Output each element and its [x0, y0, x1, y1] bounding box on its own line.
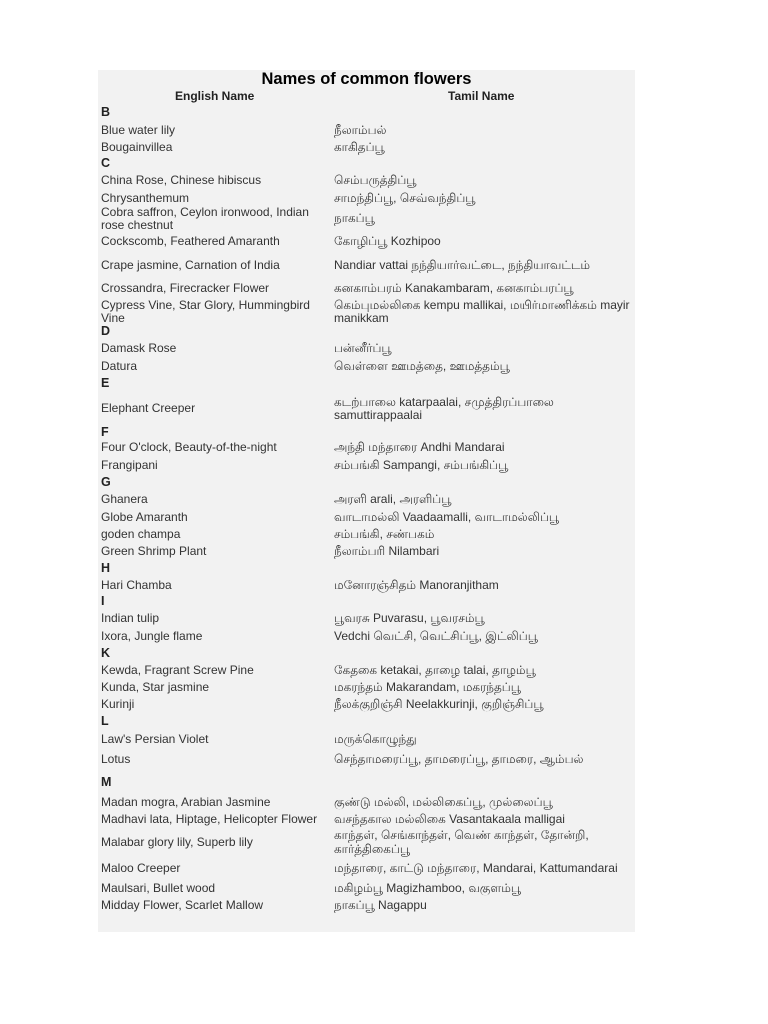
table-row: [98, 543, 635, 560]
section-letter: [98, 104, 635, 122]
table-row: [98, 139, 635, 156]
tamil-name-cell: வசந்தகால மல்லிகை Vasantakaala malligai: [334, 811, 565, 826]
tamil-name-cell: நீலாம்பரி Nilambari: [334, 543, 440, 558]
table-row: [98, 254, 635, 277]
table-row: [98, 662, 635, 679]
english-name-cell: Chrysanthemum: [101, 191, 190, 206]
tamil-name-cell: காகிதப்பூ: [334, 139, 385, 154]
tamil-name-cell: கனகாம்பரம் Kanakambaram, கனகாம்பரப்பூ: [334, 280, 574, 295]
english-name-cell: Kunda, Star jasmine: [101, 679, 210, 694]
tamil-name-cell: அந்தி மந்தாரை Andhi Mandarai: [334, 440, 505, 455]
section-letter-label: G: [101, 474, 111, 489]
english-name-cell: Elephant Creeper: [101, 401, 196, 416]
table-row: [98, 628, 635, 645]
english-name-cell: Damask Rose: [101, 341, 177, 356]
section-letter-label: K: [101, 645, 111, 660]
tamil-name-cell: அரளி arali, அரளிப்பூ: [334, 492, 452, 507]
section-letter: [98, 713, 635, 731]
table-row: [98, 392, 635, 426]
english-name-cell: Crossandra, Firecracker Flower: [101, 280, 270, 295]
table-row: [98, 897, 635, 914]
section-letter: [98, 156, 635, 172]
tamil-name-cell: பன்னீர்ப்பூ: [334, 341, 392, 356]
table-row: [98, 731, 635, 748]
english-name-cell: Bougainvillea: [101, 139, 173, 154]
table-row: [98, 297, 635, 325]
section-letter-label: D: [101, 324, 111, 339]
table-row: [98, 748, 635, 771]
table-row: [98, 439, 635, 457]
tamil-name-cell: பூவரசு Puvarasu, பூவரசம்பூ: [334, 611, 485, 626]
table-row: [98, 122, 635, 139]
english-name-cell: Datura: [101, 358, 138, 373]
flower-table: [98, 104, 635, 914]
flower-names-sheet: [98, 70, 635, 932]
english-name-cell: Cockscomb, Feathered Amaranth: [101, 234, 280, 249]
english-name-cell: Malabar glory lily, Superb lily: [101, 834, 253, 849]
english-name-cell: Ghanera: [101, 492, 148, 507]
section-letter: [98, 324, 635, 340]
table-row: [98, 880, 635, 897]
tamil-name-cell: வெள்ளை ஊமத்தை, ஊமத்தம்பூ: [334, 358, 510, 373]
english-name-cell: Kurinji: [101, 696, 135, 711]
tamil-name-cell: குண்டு மல்லி, மல்லிகைப்பூ, முல்லைப்பூ: [334, 794, 553, 809]
english-name-cell: Maulsari, Bullet wood: [101, 880, 216, 895]
section-letter-label: B: [101, 105, 111, 120]
table-row: [98, 509, 635, 526]
tamil-name-cell: வாடாமல்லி Vaadaamalli, வாடாமல்லிப்பூ: [334, 509, 560, 524]
section-letter-label: M: [101, 774, 112, 789]
table-row: [98, 794, 635, 811]
english-name-cell: goden champa: [101, 526, 181, 541]
section-letter: [98, 645, 635, 662]
tamil-name-cell: மந்தாரை, காட்டு மந்தாரை, Mandarai, Kattumandarai: [334, 860, 618, 875]
table-row: [98, 696, 635, 713]
english-name-cell: Crape jasmine, Carnation of India: [101, 257, 280, 272]
tamil-name-header: Tamil Name: [448, 89, 515, 103]
english-name-cell: Madan mogra, Arabian Jasmine: [101, 794, 271, 809]
page-title: Names of common flowers: [261, 70, 472, 88]
table-row: [98, 230, 635, 254]
tamil-name-cell: நீலாம்பல்: [334, 122, 387, 137]
table-row: [98, 340, 635, 358]
table-row: [98, 857, 635, 880]
table-row: [98, 679, 635, 696]
english-name-cell: Kewda, Fragrant Screw Pine: [101, 662, 254, 677]
table-row: [98, 172, 635, 190]
english-name-cell: Frangipani: [101, 457, 158, 472]
table-row: [98, 457, 635, 474]
tamil-name-cell: நாகப்பூ: [334, 211, 375, 226]
tamil-name-cell: நாகப்பூ Nagappu: [334, 897, 427, 912]
tamil-name-cell: மருக்கொழுந்து: [334, 731, 417, 746]
english-name-cell: Globe Amaranth: [101, 509, 188, 524]
section-letter: [98, 560, 635, 577]
english-name-cell: Lotus: [101, 751, 131, 766]
english-name-cell: Maloo Creeper: [101, 860, 181, 875]
section-letter: [98, 594, 635, 610]
english-name-cell: Four O'clock, Beauty-of-the-night: [101, 440, 277, 455]
tamil-name-cell: நீலக்குறிஞ்சி Neelakkurinji, குறிஞ்சிப்பூ: [334, 696, 544, 711]
table-row: [98, 811, 635, 828]
tamil-name-cell: கடற்பாலை katarpaalai, சமுத்திரப்பாலை samuttirappaalai: [334, 394, 554, 422]
tamil-name-cell: Nandiar vattai நந்தியார்வட்டை, நந்தியாவட்டம்: [334, 257, 591, 272]
tamil-name-cell: செம்பருத்திப்பூ: [334, 173, 417, 188]
section-letter-label: L: [101, 714, 109, 729]
section-letter-label: E: [101, 375, 110, 390]
section-letter: [98, 771, 635, 794]
table-row: [98, 610, 635, 628]
tamil-name-cell: கெம்புமல்லிகை kempu mallikai, மயிர்மாணிக்கம் mayir manikkam: [334, 297, 630, 325]
section-letter-label: H: [101, 560, 111, 575]
section-letter-label: F: [101, 424, 109, 439]
tamil-name-cell: மனோரஞ்சிதம் Manoranjitham: [334, 577, 499, 592]
table-row: [98, 526, 635, 543]
table-row: [98, 204, 635, 232]
section-letter: [98, 474, 635, 491]
english-name-cell: China Rose, Chinese hibiscus: [101, 173, 262, 188]
english-name-header: English Name: [175, 89, 255, 103]
english-name-cell: Madhavi lata, Hiptage, Helicopter Flower: [101, 811, 318, 826]
tamil-name-cell: சாமந்திப்பூ, செவ்வந்திப்பூ: [334, 191, 476, 206]
section-letter: [98, 375, 635, 392]
table-row: [98, 277, 635, 300]
table-row: [98, 491, 635, 509]
section-letter: [98, 426, 635, 439]
section-letter-label: C: [101, 156, 111, 171]
english-name-cell: Cobra saffron, Ceylon ironwood, Indian rose chestnut: [101, 204, 309, 232]
english-name-cell: Ixora, Jungle flame: [101, 628, 203, 643]
english-name-cell: Blue water lily: [101, 122, 176, 137]
section-letter-label: I: [101, 594, 105, 609]
tamil-name-cell: செந்தாமரைப்பூ, தாமரைப்பூ, தாமரை, ஆம்பல்: [334, 751, 584, 766]
english-name-cell: Midday Flower, Scarlet Mallow: [101, 897, 264, 912]
english-name-cell: Indian tulip: [101, 611, 160, 626]
english-name-cell: Cypress Vine, Star Glory, Hummingbird Vine: [101, 297, 310, 325]
tamil-name-cell: சம்பங்கி, சண்பகம்: [334, 526, 435, 541]
tamil-name-cell: கோழிப்பூ Kozhipoo: [334, 234, 441, 249]
english-name-cell: Hari Chamba: [101, 577, 172, 592]
tamil-name-cell: Vedchi வெட்சி, வெட்சிப்பூ, இட்லிப்பூ: [334, 628, 538, 643]
english-name-cell: Green Shrimp Plant: [101, 543, 207, 558]
tamil-name-cell: மகரந்தம் Makarandam, மகரந்தப்பூ: [334, 679, 521, 694]
tamil-name-cell: கேதகை ketakai, தாழை talai, தாழம்பூ: [334, 662, 536, 677]
english-name-cell: Law's Persian Violet: [101, 731, 209, 746]
tamil-name-cell: சம்பங்கி Sampangi, சம்பங்கிப்பூ: [334, 457, 509, 472]
table-row: [98, 828, 635, 857]
tamil-name-cell: காந்தள், செங்காந்தள், வெண் காந்தள், தோன்றி, கார்த்திகைப்பூ: [334, 828, 589, 856]
table-row: [98, 577, 635, 594]
tamil-name-cell: மகிழம்பூ Magizhamboo, வகுளம்பூ: [334, 880, 522, 895]
table-row: [98, 358, 635, 375]
